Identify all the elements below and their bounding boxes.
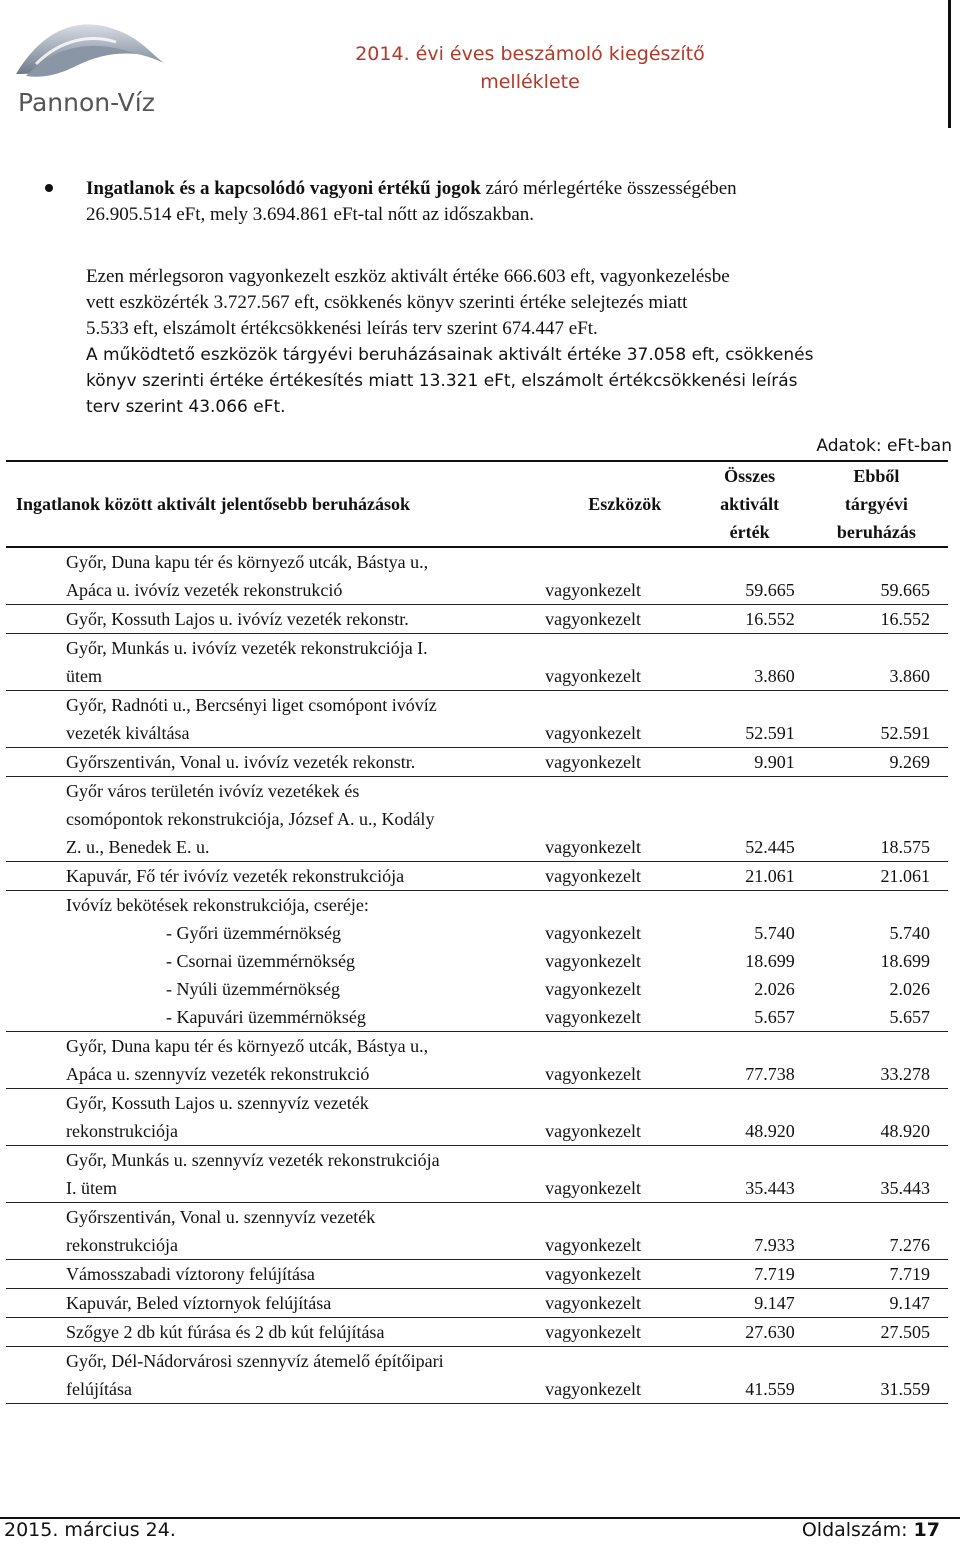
cell-current: 7.276 xyxy=(889,1235,930,1255)
cell-total: 52.591 xyxy=(745,723,795,743)
title-line-2: melléklete xyxy=(480,71,580,93)
cell-total: 27.630 xyxy=(745,1322,795,1342)
cell-total: 59.665 xyxy=(745,580,795,600)
cell-name: - Kapuvári üzemmérnökség xyxy=(166,1007,366,1027)
cell-current: 33.278 xyxy=(880,1064,930,1084)
footer-page-number: Oldalszám: 17 xyxy=(801,1519,940,1541)
detail-paragraph xyxy=(86,264,946,420)
cell-type: vagyonkezelt xyxy=(545,580,642,600)
cell-name: Győr, Dél-Nádorvárosi szennyvíz átemelő építőipari felújítása xyxy=(66,1351,444,1399)
table-row xyxy=(6,947,948,975)
cell-name: Vámosszabadi víztorony felújítása xyxy=(66,1264,315,1284)
cell-name: Győrszentiván, Vonal u. szennyvíz vezeték rekonstrukciója xyxy=(66,1207,376,1255)
cell-name: Győr, Munkás u. szennyvíz vezeték rekonstrukciója I. ütem xyxy=(66,1150,440,1198)
cell-total: 7.719 xyxy=(754,1264,795,1284)
cell-type: vagyonkezelt xyxy=(545,837,642,857)
cell-type: vagyonkezelt xyxy=(545,923,642,943)
col-header-type: Eszközök xyxy=(588,494,662,514)
cell-name: - Csornai üzemmérnökség xyxy=(166,951,355,971)
table-row xyxy=(6,1318,948,1347)
table-row xyxy=(6,547,948,605)
cell-name: Győrszentiván, Vonal u. ivóvíz vezeték rekonstr. xyxy=(66,752,416,772)
cell-name: Szőgye 2 db kút fúrása és 2 db kút felújítása xyxy=(66,1322,385,1342)
table-row xyxy=(6,1003,948,1032)
cell-current: 5.740 xyxy=(889,923,930,943)
cell-type: vagyonkezelt xyxy=(545,1264,642,1284)
cell-total: 9.147 xyxy=(754,1293,795,1313)
cell-current: 59.665 xyxy=(880,580,930,600)
cell-type: vagyonkezelt xyxy=(545,1293,642,1313)
cell-total: 16.552 xyxy=(745,609,795,629)
cell-type: vagyonkezelt xyxy=(545,1007,642,1027)
table-row xyxy=(6,1260,948,1289)
cell-current: 31.559 xyxy=(880,1379,930,1399)
table-row xyxy=(6,1089,948,1146)
table-row xyxy=(6,1203,948,1260)
intro-paragraph xyxy=(86,176,936,228)
cell-current: 3.860 xyxy=(889,666,930,686)
cell-name: Győr, Munkás u. ivóvíz vezeték rekonstrukciója I. ütem xyxy=(66,638,428,686)
cell-type: vagyonkezelt xyxy=(545,1379,642,1399)
cell-name: Kapuvár, Fő tér ivóvíz vezeték rekonstrukciója xyxy=(66,866,405,886)
cell-type: vagyonkezelt xyxy=(545,1178,642,1198)
table-row xyxy=(6,862,948,891)
cell-type: vagyonkezelt xyxy=(545,1064,642,1084)
cell-type: vagyonkezelt xyxy=(545,1235,642,1255)
cell-current: 18.699 xyxy=(880,951,930,971)
cell-current: 2.026 xyxy=(889,979,930,999)
col-header-total: Összes aktivált érték xyxy=(720,466,780,542)
logo-text: Pannon-Víz xyxy=(18,88,155,117)
bullet-icon xyxy=(45,184,53,192)
cell-name: Kapuvár, Beled víztornyok felújítása xyxy=(66,1293,332,1313)
intro-line1-rest: záró mérlegértéke összességében xyxy=(480,178,737,199)
cell-current: 5.657 xyxy=(889,1007,930,1027)
table-group-row xyxy=(6,891,948,920)
cell-type: vagyonkezelt xyxy=(545,979,642,999)
paragraph-line: terv szerint 43.066 eFt. xyxy=(86,397,286,417)
cell-total: 77.738 xyxy=(745,1064,795,1084)
cell-name: Győr, Kossuth Lajos u. ivóvíz vezeték rekonstr. xyxy=(66,609,409,629)
cell-current: 27.505 xyxy=(880,1322,930,1342)
table-row xyxy=(6,634,948,691)
cell-name: - Nyúli üzemmérnökség xyxy=(166,979,340,999)
cell-total: 21.061 xyxy=(745,866,795,886)
cell-type: vagyonkezelt xyxy=(545,866,642,886)
col-header-current: Ebből tárgyévi beruházás xyxy=(836,466,916,542)
title-line-1: 2014. évi éves beszámoló kiegészítő xyxy=(355,43,705,65)
intro-line2: 26.905.514 eFt, mely 3.694.861 eFt-tal nőtt az időszakban. xyxy=(86,204,535,225)
investments-table xyxy=(6,460,948,1404)
table-row xyxy=(6,1146,948,1203)
cell-current: 21.061 xyxy=(880,866,930,886)
cell-current: 35.443 xyxy=(880,1178,930,1198)
cell-name: Győr, Duna kapu tér és környező utcák, Bástya u., Apáca u. szennyvíz vezeték rekonstrukció xyxy=(66,1036,429,1084)
cell-current: 48.920 xyxy=(880,1121,930,1141)
group-title: Ivóvíz bekötések rekonstrukciója, cseréje: xyxy=(66,895,369,915)
paragraph-line: A működtető eszközök tárgyévi beruházásainak aktivált értéke 37.058 eft, csökkenés xyxy=(86,345,814,365)
header-divider xyxy=(948,0,951,128)
cell-total: 7.933 xyxy=(754,1235,795,1255)
document-title xyxy=(200,40,860,96)
cell-name: Győr város területén ivóvíz vezetékek és csomópontok rekonstrukciója, József A. u., Kodály Z. u., Benedek E. u. xyxy=(66,781,435,857)
unit-note: Adatok: eFt-ban xyxy=(816,436,952,456)
cell-total: 2.026 xyxy=(754,979,795,999)
paragraph-line: Ezen mérlegsoron vagyonkezelt eszköz aktivált értéke 666.603 eft, vagyonkezelésbe xyxy=(86,266,730,287)
table-row xyxy=(6,975,948,1003)
cell-name: - Győri üzemmérnökség xyxy=(166,923,341,943)
cell-total: 3.860 xyxy=(754,666,795,686)
cell-type: vagyonkezelt xyxy=(545,723,642,743)
cell-current: 9.269 xyxy=(889,752,930,772)
cell-current: 18.575 xyxy=(880,837,930,857)
table-row xyxy=(6,691,948,748)
cell-current: 16.552 xyxy=(880,609,930,629)
paragraph-line: vett eszközérték 3.727.567 eft, csökkenés könyv szerinti értéke selejtezés miatt xyxy=(86,292,688,313)
col-header-name: Ingatlanok között aktivált jelentősebb beruházások xyxy=(16,494,411,514)
cell-current: 52.591 xyxy=(880,723,930,743)
cell-total: 5.740 xyxy=(754,923,795,943)
cell-total: 9.901 xyxy=(754,752,795,772)
cell-type: vagyonkezelt xyxy=(545,752,642,772)
cell-name: Győr, Radnóti u., Bercsényi liget csomópont ivóvíz vezeték kiváltása xyxy=(66,695,437,743)
table-row xyxy=(6,1032,948,1089)
table-row xyxy=(6,605,948,634)
table-row xyxy=(6,1347,948,1404)
paragraph-line: 5.533 eft, elszámolt értékcsökkenési leírás terv szerint 674.447 eFt. xyxy=(86,318,598,339)
cell-total: 48.920 xyxy=(745,1121,795,1141)
cell-type: vagyonkezelt xyxy=(545,1121,642,1141)
cell-type: vagyonkezelt xyxy=(545,951,642,971)
cell-type: vagyonkezelt xyxy=(545,609,642,629)
table-row xyxy=(6,1289,948,1318)
paragraph-line: könyv szerinti értéke értékesítés miatt 13.321 eFt, elszámolt értékcsökkenési leírás xyxy=(86,371,798,391)
cell-name: Győr, Kossuth Lajos u. szennyvíz vezeték rekonstrukciója xyxy=(66,1093,369,1141)
cell-current: 7.719 xyxy=(889,1264,930,1284)
cell-name: Győr, Duna kapu tér és környező utcák, Bástya u., Apáca u. ivóvíz vezeték rekonstrukció xyxy=(66,552,429,600)
table-row xyxy=(6,919,948,947)
cell-total: 52.445 xyxy=(745,837,795,857)
cell-total: 5.657 xyxy=(754,1007,795,1027)
table-row xyxy=(6,748,948,777)
cell-total: 18.699 xyxy=(745,951,795,971)
page-header xyxy=(0,0,960,128)
pannon-viz-logo xyxy=(6,4,176,124)
cell-type: vagyonkezelt xyxy=(545,1322,642,1342)
cell-type: vagyonkezelt xyxy=(545,666,642,686)
cell-current: 9.147 xyxy=(889,1293,930,1313)
footer-date: 2015. március 24. xyxy=(4,1519,176,1541)
cell-total: 41.559 xyxy=(745,1379,795,1399)
table-header-row xyxy=(6,461,948,547)
cell-total: 35.443 xyxy=(745,1178,795,1198)
intro-bold-lead: Ingatlanok és a kapcsolódó vagyoni értékű jogok xyxy=(86,178,481,199)
table-row xyxy=(6,777,948,862)
